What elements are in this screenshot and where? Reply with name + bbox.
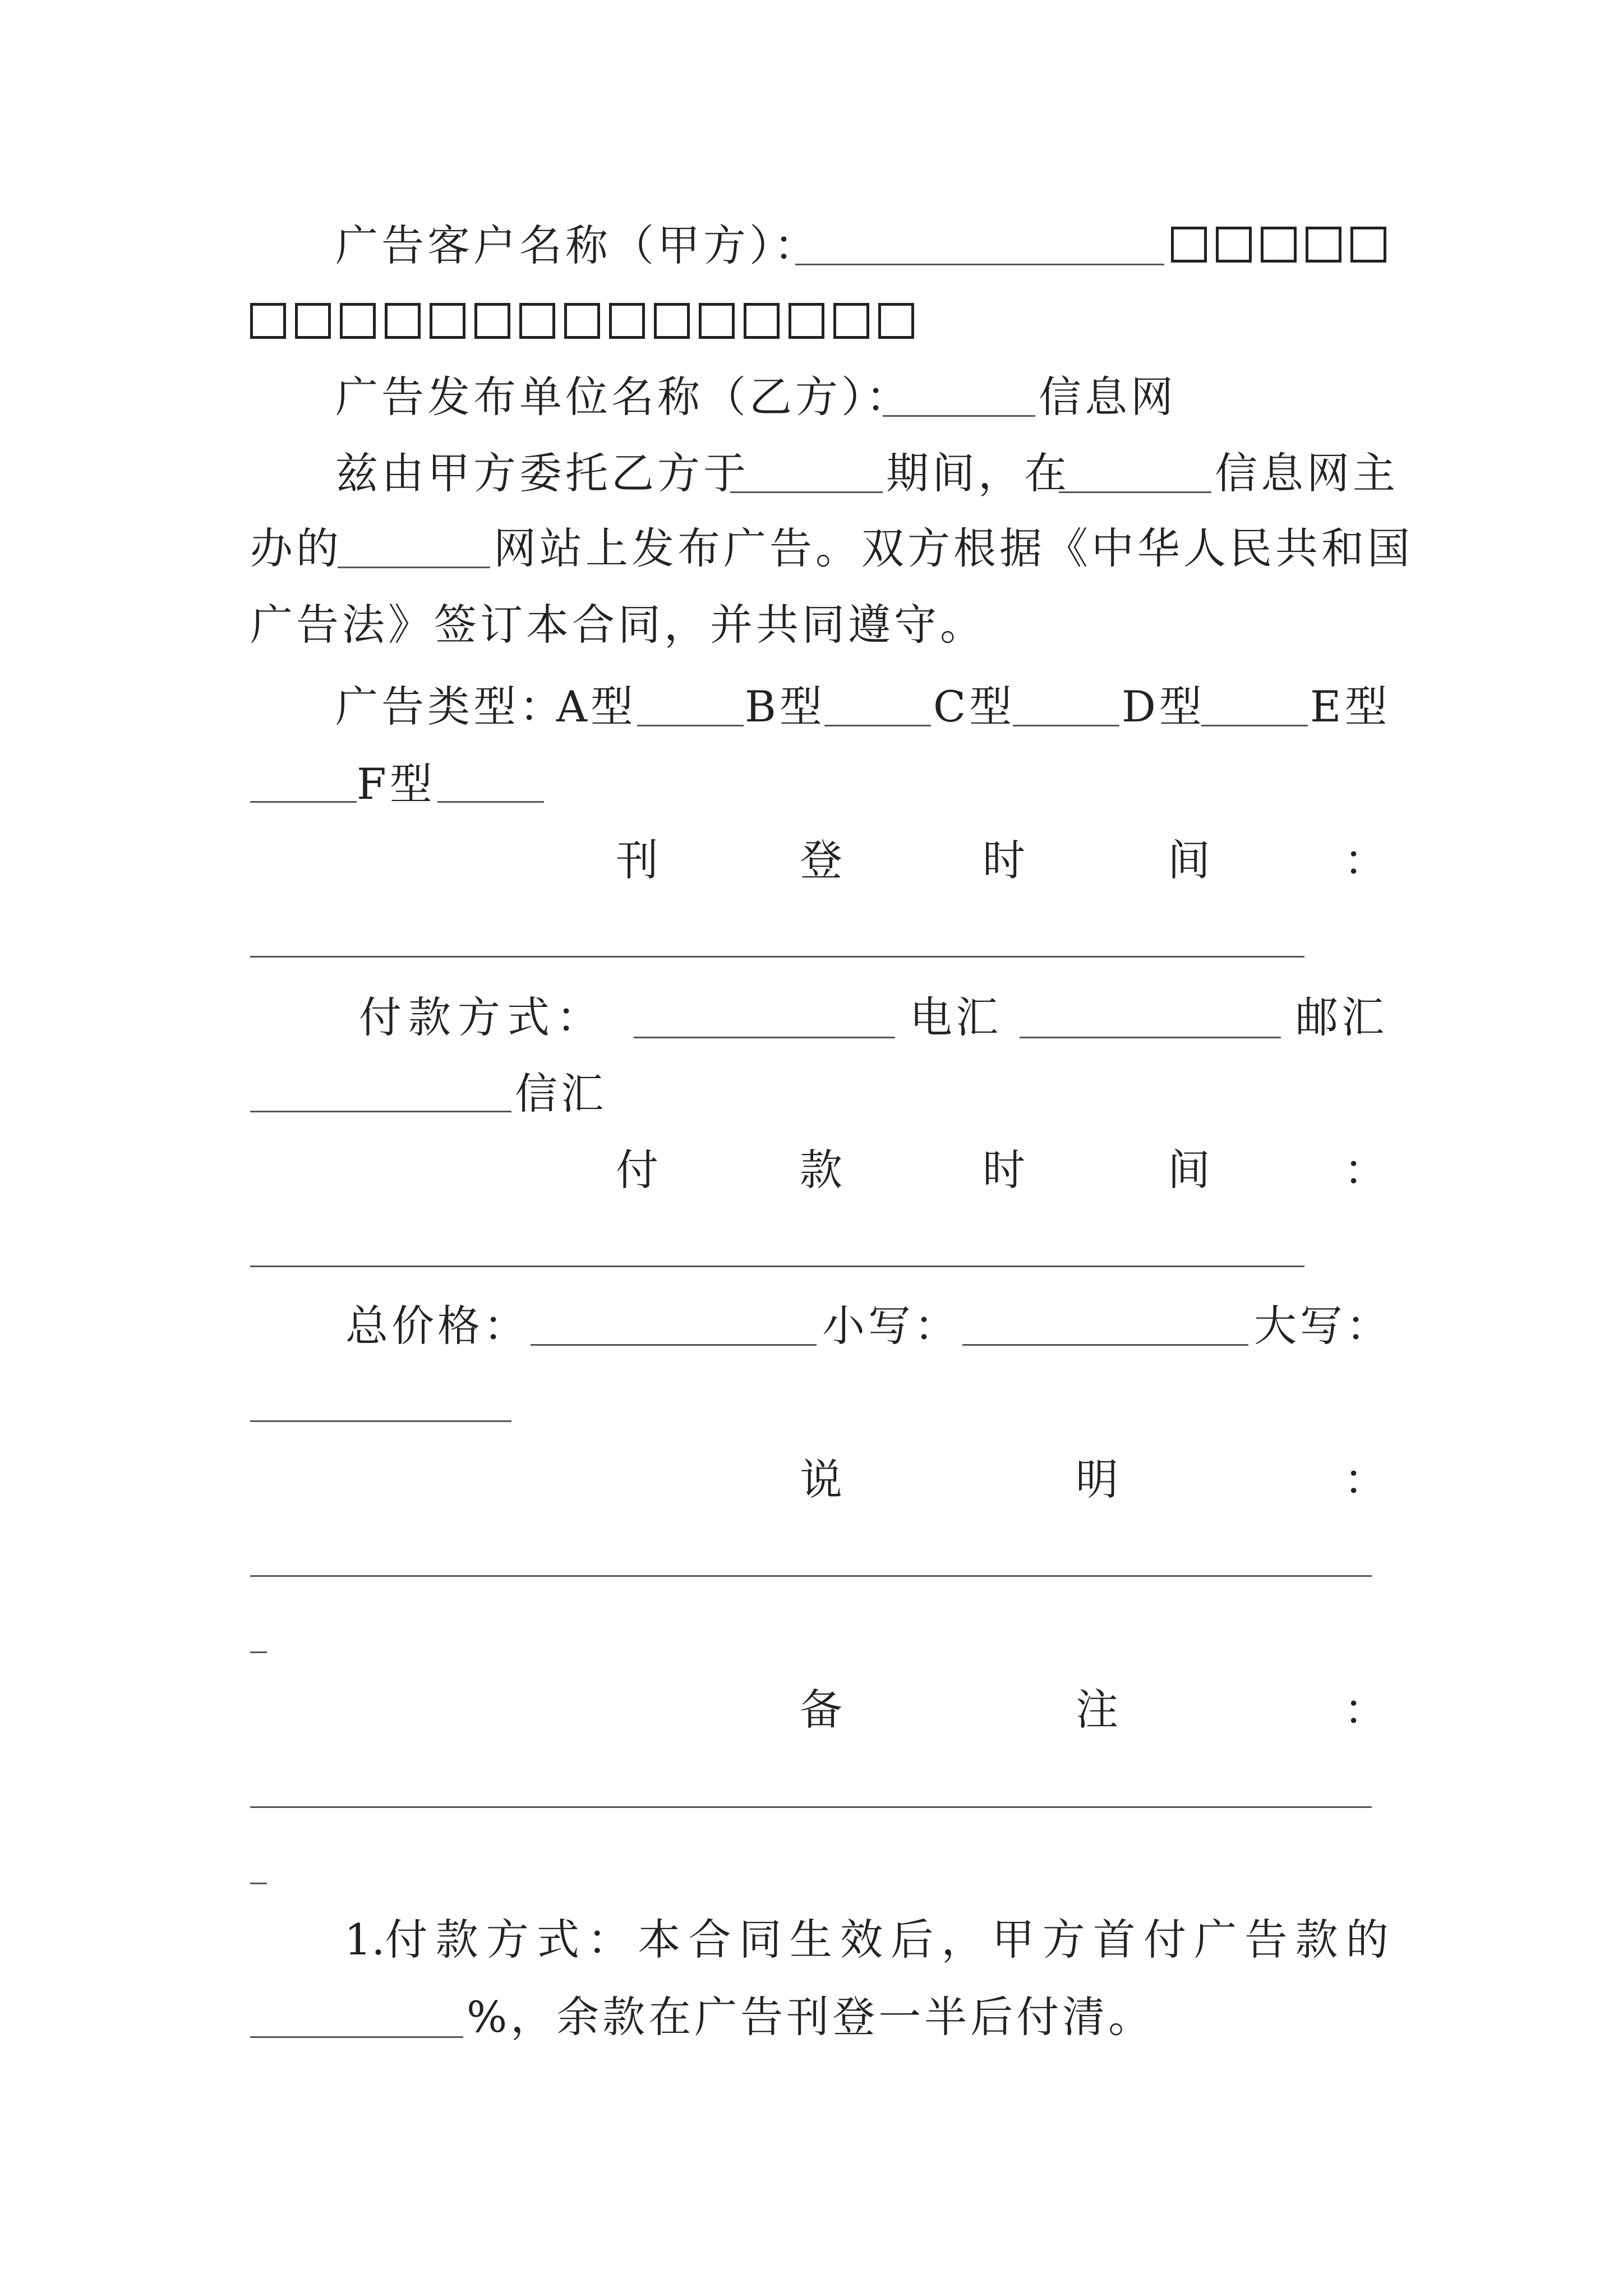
note-field-continued[interactable] (250, 1651, 267, 1653)
pay-time-char-4: 间 (1168, 1145, 1214, 1195)
ad-type-f-label: F型 (357, 759, 436, 809)
garbled-glyphs-row2 (250, 303, 914, 339)
lower-case-field[interactable] (962, 1344, 1248, 1346)
ad-type-d-field[interactable] (1201, 725, 1308, 726)
pay-time-colon: ： (1344, 1145, 1390, 1195)
clause-1-char: 首 (1092, 1915, 1136, 1964)
note-field[interactable] (250, 1575, 1372, 1577)
pay-time-char-1: 付 (616, 1145, 662, 1195)
clause-1-char: 同 (739, 1915, 782, 1964)
wire-label: 电汇 (910, 992, 1002, 1042)
ad-type-c-label: C型 (933, 682, 1016, 731)
clause-1-char: ， (941, 1915, 984, 1964)
publisher-field[interactable] (883, 415, 1035, 417)
client-name-label: 广告客户名称（甲方）： (335, 220, 820, 270)
pay-method-char-4: 式 (507, 992, 553, 1042)
clause-1-char: ： (587, 1915, 630, 1964)
clause-1-char: 方 (1042, 1915, 1085, 1964)
garbled-glyphs-row1 (1171, 227, 1386, 263)
ad-type-label: 广告类型： (335, 682, 565, 731)
note-char-1: 说 (800, 1455, 846, 1504)
ad-type-b-field[interactable] (824, 725, 931, 726)
remark-char-2: 注 (1076, 1685, 1122, 1734)
remark-char-1: 备 (800, 1685, 846, 1734)
host-network-field[interactable] (1059, 491, 1211, 493)
ad-type-d-label: D型 (1122, 682, 1205, 731)
publish-time-char-4: 间 (1168, 835, 1214, 885)
clause-1-char: 式 (537, 1915, 580, 1964)
ad-type-e-label: E型 (1310, 682, 1391, 731)
clause-1-char: 方 (486, 1915, 529, 1964)
publish-time-char-1: 刊 (616, 835, 662, 885)
pay-time-char-2: 款 (800, 1145, 846, 1195)
ad-type-a-label: A型 (556, 682, 637, 731)
para1-text-e: 网站上发布广告。双方根据《中华人民共和国 (494, 523, 1413, 573)
post-label-char-2: 汇 (1341, 992, 1387, 1042)
ad-type-a-field[interactable] (637, 725, 744, 726)
note-char-2: 明 (1076, 1455, 1122, 1504)
clause-1-char: 本 (638, 1915, 681, 1964)
upper-case-label: 大写： (1254, 1301, 1392, 1351)
remark-field-continued[interactable] (250, 1883, 267, 1884)
clause-1-char: 效 (840, 1915, 883, 1964)
clause-1-char: 告 (1244, 1915, 1288, 1964)
publisher-label: 广告发布单位名称（乙方）： (335, 372, 912, 422)
note-colon: ： (1344, 1455, 1390, 1504)
para1-text-f: 广告法》签订本合同，并共同遵守。 (250, 600, 986, 650)
ad-type-f-field[interactable] (437, 801, 544, 803)
clause-1-char: 甲 (992, 1915, 1035, 1964)
pay-method-char-2: 款 (408, 992, 454, 1042)
clause-1-remainder: %，余款在广告刊登一半后付清。 (467, 1992, 1155, 2042)
pay-time-char-3: 时 (983, 1145, 1029, 1195)
clause-1-char: 广 (1194, 1915, 1237, 1964)
pay-method-char-3: 方 (458, 992, 504, 1042)
clause-1-char: 后 (891, 1915, 934, 1964)
publisher-suffix: 信息网 (1039, 372, 1177, 422)
total-price-label: 总价格： (345, 1301, 529, 1351)
letter-label: 信汇 (515, 1069, 607, 1119)
ad-type-e-field[interactable] (250, 801, 357, 803)
para1-text-a: 兹由甲方委托乙方于 (335, 448, 749, 498)
publish-time-colon: ： (1344, 835, 1390, 885)
first-payment-percent-field[interactable] (250, 2036, 463, 2038)
clause-1-char: 1.付 (344, 1915, 428, 1964)
remark-colon: ： (1344, 1685, 1390, 1734)
remark-field[interactable] (250, 1806, 1372, 1808)
ad-type-b-label: B型 (745, 682, 826, 731)
publish-time-char-3: 时 (983, 835, 1029, 885)
post-label-char-1: 邮 (1295, 992, 1341, 1042)
pay-method-char-1: 付 (359, 992, 405, 1042)
ad-type-c-field[interactable] (1013, 725, 1119, 726)
upper-case-field[interactable] (250, 1420, 511, 1422)
pay-method-colon: ： (556, 992, 602, 1042)
period-field[interactable] (730, 491, 883, 493)
letter-field[interactable] (250, 1111, 511, 1112)
clause-1-char: 付 (1144, 1915, 1187, 1964)
wire-field[interactable] (634, 1037, 895, 1038)
clause-1-char: 合 (688, 1915, 731, 1964)
publish-time-field[interactable] (250, 956, 1304, 958)
clause-1-char: 款 (1295, 1915, 1338, 1964)
clause-1-char: 款 (435, 1915, 478, 1964)
publish-time-char-2: 登 (800, 835, 846, 885)
post-field[interactable] (1020, 1037, 1281, 1038)
clause-1-char: 生 (789, 1915, 832, 1964)
pay-time-field[interactable] (250, 1266, 1304, 1267)
para1-text-b: 期间，在 (886, 448, 1070, 498)
lower-case-label: 小写： (822, 1301, 960, 1351)
para1-text-d: 办的 (250, 523, 342, 573)
para1-text-c: 信息网主 (1215, 448, 1399, 498)
clause-1-char: 的 (1345, 1915, 1389, 1964)
website-field[interactable] (338, 567, 490, 568)
total-price-field[interactable] (531, 1344, 817, 1346)
clause-1-line-1 (344, 1915, 1389, 1964)
client-name-field[interactable] (795, 264, 1164, 265)
